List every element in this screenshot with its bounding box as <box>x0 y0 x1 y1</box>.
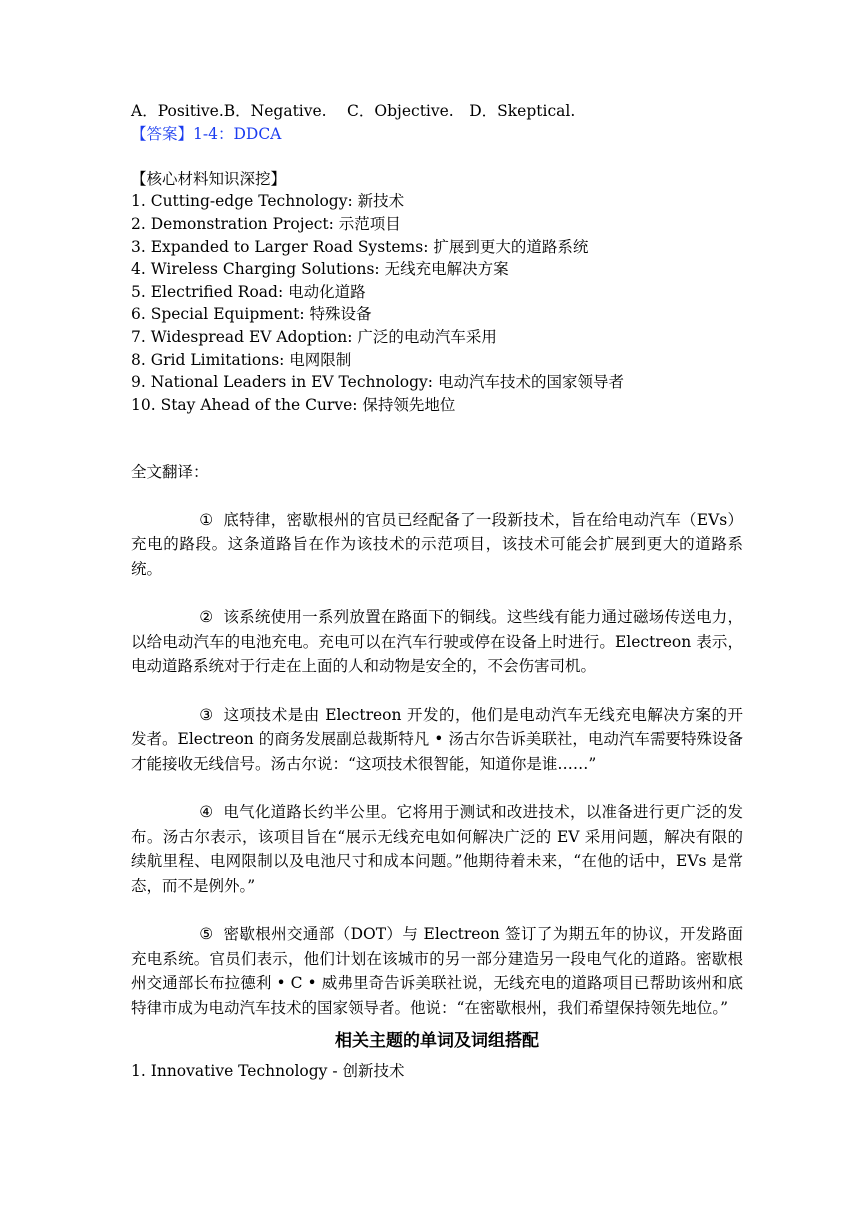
paragraph-text: 该系统使用一系列放置在路面下的铜线。这些线有能力通过磁场传送电力，以给电动汽车的电池充电。充电可以在汽车行驶或停在设备上时进行。Electreon 表示，电动道路系统对于行走在上面的人和动物是安全的，不会伤害司机。 <box>131 608 743 676</box>
term-item: 4. Wireless Charging Solutions: 无线充电解决方案 <box>131 260 509 279</box>
term-item: 3. Expanded to Larger Road Systems: 扩展到更大的道路系统 <box>131 237 589 256</box>
paragraph-text: 电气化道路长约半公里。它将用于测试和改进技术，以准备进行更广泛的发布。汤古尔表示，该项目旨在“展示无线充电如何解决广泛的 EV 采用问题，解决有限的续航里程、电网限制以及电池尺寸和成本问题。”他期待着未来，“在他的话中，EVs 是常态，而不是例外。” <box>131 803 743 895</box>
vocab-item: 1. Innovative Technology - 创新技术 <box>131 1062 405 1081</box>
term-item: 5. Electrified Road: 电动化道路 <box>131 282 366 301</box>
paragraph-number: ⑤ <box>199 925 214 944</box>
translation-paragraph <box>131 703 743 777</box>
core-terms-list <box>131 190 743 416</box>
term-item: 8. Grid Limitations: 电网限制 <box>131 350 352 369</box>
paragraph-text: 底特律，密歇根州的官员已经配备了一段新技术，旨在给电动汽车（EVs）充电的路段。这条道路旨在作为该技术的示范项目，该技术可能会扩展到更大的道路系统。 <box>131 510 743 578</box>
translation-paragraph <box>131 508 743 582</box>
translation-paragraph <box>131 800 743 898</box>
term-item: 10. Stay Ahead of the Curve: 保持领先地位 <box>131 395 456 414</box>
paragraph-number: ③ <box>199 705 214 724</box>
translation-heading: 全文翻译： <box>131 463 209 482</box>
term-item: 1. Cutting-edge Technology: 新技术 <box>131 192 405 211</box>
term-item: 9. National Leaders in EV Technology: 电动汽车技术的国家领导者 <box>131 373 624 392</box>
paragraph-text: 这项技术是由 Electreon 开发的，他们是电动汽车无线充电解决方案的开发者。Electreon 的商务发展副总裁斯特凡 • 汤古尔告诉美联社，电动汽车需要特殊设备才能接收无线信号。汤古尔说：“这项技术很智能，知道你是谁……” <box>131 705 743 773</box>
answer-key: 【答案】1-4：DDCA <box>131 124 282 143</box>
paragraph-number: ④ <box>199 803 214 822</box>
document-page <box>131 100 743 1083</box>
core-knowledge-heading: 【核心材料知识深挖】 <box>131 169 287 188</box>
vocab-section-title: 相关主题的单词及词组搭配 <box>335 1031 539 1052</box>
spacer <box>131 484 743 508</box>
paragraph-text: 密歇根州交通部（DOT）与 Electreon 签订了为期五年的协议，开发路面充电系统。官员们表示，他们计划在该城市的另一部分建造另一段电气化的道路。密歇根州交通部长布拉德利 • C • 威弗里奇告诉美联社说，无线充电的道路项目已帮助该州和底特律市成为电动汽车技术的国家领导者。他说：“在密歇根州，我们希望保持领先地位。” <box>131 925 743 1017</box>
spacer <box>131 416 743 461</box>
term-item: 2. Demonstration Project: 示范项目 <box>131 214 401 233</box>
spacer <box>131 679 743 703</box>
paragraph-number: ② <box>199 608 214 627</box>
term-item: 7. Widespread EV Adoption: 广泛的电动汽车采用 <box>131 327 497 346</box>
answer-options: A．Positive.B．Negative. C．Objective. D．Skeptical. <box>131 102 576 120</box>
spacer <box>131 776 743 800</box>
term-item: 6. Special Equipment: 特殊设备 <box>131 305 372 324</box>
translation-paragraph <box>131 922 743 1020</box>
spacer <box>131 145 743 168</box>
spacer <box>131 581 743 605</box>
translation-paragraph <box>131 605 743 679</box>
paragraph-number: ① <box>199 510 214 529</box>
spacer <box>131 898 743 922</box>
